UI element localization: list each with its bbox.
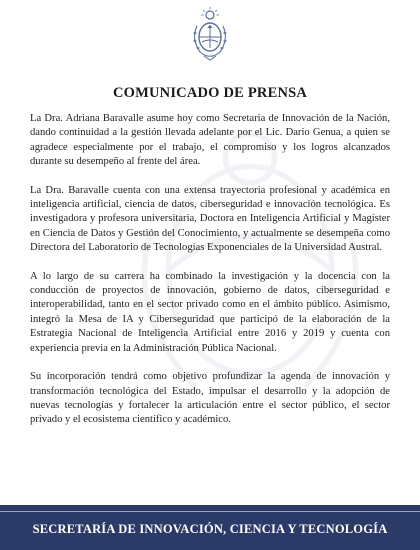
paragraph-background: La Dra. Baravalle cuenta con una extensa trayectoria profesional y académica en inteligencia artificial, ciencia de datos, ciberseguridad e innovación tecnológica. Es investigadora y profesora universitaria, Doctora en Inteligencia Artificial y Magíster en Ciencia de Datos y Gestión del Conocimiento, y actualmente se desempeña como Directora del Laboratorio de Tecnologías Exponenciales de la Universidad Austral. (30, 184, 390, 254)
footer-text: SECRETARÍA DE INNOVACIÓN, CIENCIA Y TECNOLOGÍA (32, 522, 388, 536)
argentina-coat-of-arms-icon (186, 6, 234, 62)
press-release-body (30, 112, 390, 442)
page-title: COMUNICADO DE PRENSA (112, 85, 308, 101)
paragraph-appointment: La Dra. Adriana Baravalle asume hoy como Secretaria de Innovación de la Nación, dando continuidad a la gestión llevada adelante por el Lic. Dario Genua, a quien se agradece especialmente por el trabajo, el compromiso y los logros alcanzados durante su desempeño al frente del área. (30, 113, 390, 168)
footer-divider (0, 511, 420, 512)
paragraph-career: A lo largo de su carrera ha combinado la investigación y la docencia con la conducción de proyectos de innovación, gobierno de datos, ciberseguridad e interoperabilidad, tanto en el sector privado como en el ámbito público. Asimismo, integró la Mesa de IA y Ciberseguridad que participó de la elaboración de la Estrategia Nacional de Inteligencia Artificial entre 2016 y 2019 y cuenta con experiencia previa en la Administración Pública Nacional. (30, 270, 390, 354)
footer-banner (0, 505, 420, 550)
paragraph-objectives: Su incorporación tendrá como objetivo profundizar la agenda de innovación y transformación tecnológica del Estado, impulsar el desarrollo y la adopción de nuevas tecnologías y fortalecer la articulación entre el sector público, el sector privado y el ecosistema científico y académico. (30, 371, 390, 426)
